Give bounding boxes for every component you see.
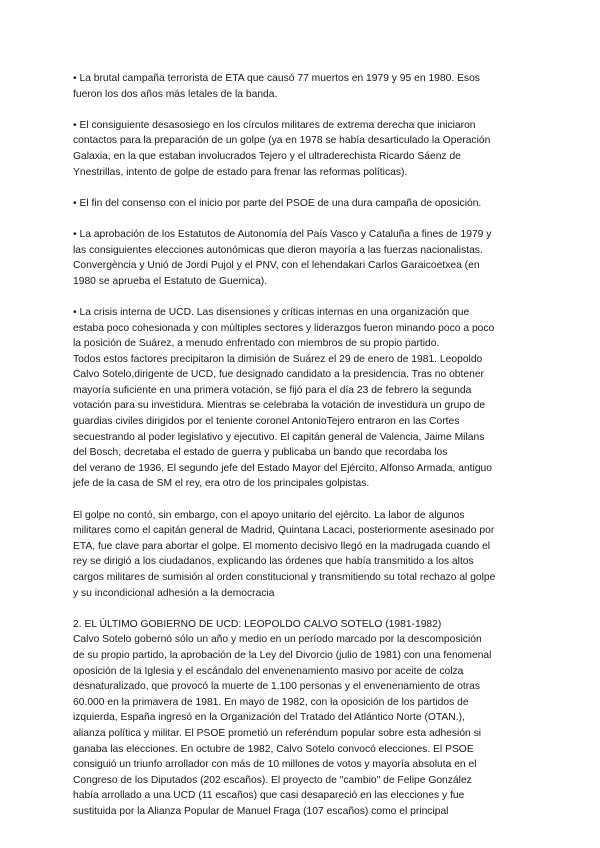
- bullet-military-unrest: • El consiguiente desasosiego en los círculos militares de extrema derecha que iniciaron contactos para la preparación de un golpe (ya en 1978 se había desarticulado la Operación Galaxia, en la que estaban involucrados Tejero y el ultraderechista Ricardo Sáenz de Ynestrillas, intento de golpe de estado para frenar las reformas políticas).: [73, 119, 491, 178]
- section-calvo-sotelo-government: 2. EL ÚLTIMO GOBIERNO DE UCD: LEOPOLDO CALVO SOTELO (1981-1982) Calvo Sotelo gobernó sólo un año y medio en un período marcado por la descomposición de su propio partido, la aprobación de la Ley del Divorcio (julio de 1981) con una fenomenal oposición de la Iglesia y el escándalo del envenenamiento masivo por aceite de colza desnaturalizado, que provocó la muerte de 1.100 personas y el envenenamiento de otras 60.000 en la primavera de 1981. En mayo de 1982, con la oposición de los partidos de izquierda, España ingresó en la Organización del Tratado del Atlántico Norte (OTAN.), alianza política y militar. El PSOE prometió un referéndum popular sobre esta adhesión si ganaba las elecciones. En octubre de 1982, Calvo Sotelo convocó elecciones. El PSOE consiguió un triunfo arrollador con más de 10 millones de votos y mayoría absoluta en el Congreso de los Diputados (202 escaños). El proyecto de "cambio" de Felipe González había arrollado a una UCD (11 escaños) que casi desapareció en las elecciones y fue sustituida por la Alianza Popular de Manuel Fraga (107 escaños) como el principal: [73, 618, 492, 817]
- paragraph-coup-failure: El golpe no contó, sin embargo, con el apoyo unitario del ejército. La labor de algunos militares como el capitán general de Madrid, Quintana Lacaci, posteriormente asesinado por ETA, fue clave para abortar el golpe. El momento decisivo llegó en la madrugada cuando el rey se dirigió a los ciudadanos, explicando las órdenes que había transmitido a los altos cargos militares de sumisión al orden constitucional y transmitiendo su total rechazo al golpe y su incondicional adhesión a la democracia: [73, 509, 496, 599]
- bullet-autonomy-statutes: • La aprobación de los Estatutos de Autonomía del País Vasco y Cataluña a fines de 1979 y las consiguientes elecciones autonómicas que dieron mayoría a las fuerzas nacionalistas. Convergència y Unió de Jordi Pujol y el PNV, con el lehendakari Carlos Garaicoetxea (en 1980 se aprueba el Estatuto de Guernica).: [73, 228, 492, 287]
- bullet-eta-terrorism: • La brutal campaña terrorista de ETA que causó 77 muertos en 1979 y 95 en 1980. Esos fueron los dos años más letales de la banda.: [73, 73, 480, 100]
- bullet-ucd-crisis: • La crisis interna de UCD. Las disensiones y críticas internas en una organización que estaba poco cohesionada y con múltiples sectores y liderazgos fueron minando poco a poco la posición de Suárez, a menudo enfrentado con miembros de su propio partido. Todos estos factores precipitaron la dimisión de Suárez el 29 de enero de 1981. Leopoldo Calvo Sotelo,dirigente de UCD, fue designado candidato a la presidencia. Tras no obtener mayoría suficiente en una primera votación, se fijó para el día 23 de febrero la segunda votación para su investidura. Mientras se celebraba la votación de investidura un grupo de guardias civiles dirigidos por el teniente coronel AntonioTejero entraron en las Cortes secuestrando al poder legislativo y ejecutivo. El capitán general de Valencia, Jaime Milans del Bosch, decretaba el estado de guerra y publicaba un bando que recordaba los del verano de 1936. El segundo jefe del Estado Mayor del Ejército, Alfonso Armada, antiguo jefe de la casa de SM el rey, era otro de los principales golpistas.: [73, 306, 495, 490]
- document-page: [73, 71, 535, 820]
- bullet-end-of-consensus: • El fin del consenso con el inicio por parte del PSOE de una dura campaña de oposición.: [73, 197, 482, 209]
